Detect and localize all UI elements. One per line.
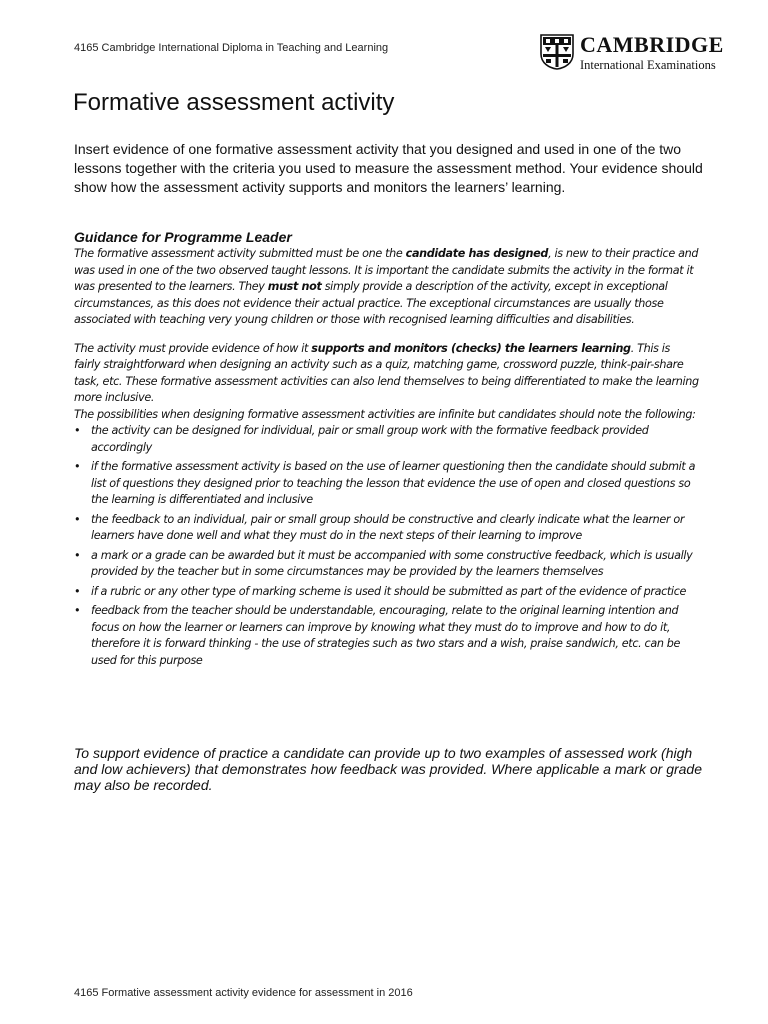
bullet-icon: • [74, 512, 81, 526]
guidance-heading: Guidance for Programme Leader [74, 229, 292, 245]
list-item: • if the formative assessment activity is based on the use of learner questioning then the candidate should submit a list of questions they designed prior to teaching the lesson that evidence the use of open and closed questions so the learning is differentiated and inclusive [74, 460, 696, 506]
bullet-icon: • [74, 584, 81, 598]
list-item: • a mark or a grade can be awarded but it must be accompanied with some constructive feedback, which is usually provided by the teacher but in some circumstances may be provided by the learners themselves [74, 548, 693, 578]
guidance-paragraph-3: The possibilities when designing formative assessment activities are infinite but candidates should note the following: [74, 407, 696, 421]
logo-name: CAMBRIDGE [580, 32, 724, 57]
guidance-body [74, 246, 699, 672]
list-item: • the activity can be designed for individual, pair or small group work with the formative feedback provided accordingly [74, 424, 649, 454]
bullet-icon: • [74, 424, 81, 437]
intro-paragraph: Insert evidence of one formative assessment activity that you designed and used in one of the two lessons together with the criteria you used to measure the assessment method. Your evidence should show how the assessment activity supports and monitors the learners’ learning. [74, 141, 703, 195]
cambridge-logo [540, 34, 724, 72]
crest-icon [540, 34, 574, 70]
bullet-icon: • [74, 460, 81, 473]
guidance-bullet-list [74, 423, 699, 669]
list-item: • if a rubric or any other type of marking scheme is used it should be submitted as part of the evidence of practice [74, 584, 699, 601]
bullet-icon: • [74, 604, 81, 617]
list-item: • the feedback to an individual, pair or small group should be constructive and clearly indicate what the learner or learners have done well and what they must do in the next steps of their learning to improve [74, 512, 685, 542]
footer-text: 4165 Formative assessment activity evidence for assessment in 2016 [74, 987, 413, 999]
guidance-paragraph-1: The formative assessment activity submitted must be one the candidate has designed, is new to their practice and was used in one of the two observed taught lessons. It is important the candidate submits the activity in the format it was presented to the learners. They must not simply provide a description of the activity, except in exceptional circumstances, as this does not evidence their actual practice. The exceptional circumstances are usually those associated with teaching very young children or those with recognised learning difficulties and disabilities. [74, 247, 699, 326]
page-title: Formative assessment activity [73, 89, 395, 116]
bullet-icon: • [74, 548, 81, 562]
closing-paragraph: To support evidence of practice a candidate can provide up to two examples of assessed work (high and low achievers) that demonstrates how feedback was provided. Where applicable a mark or grade may also be recorded. [74, 745, 702, 793]
guidance-paragraph-2: The activity must provide evidence of how it supports and monitors (checks) the learners learning. This is fairly straightforward when designing an activity such as a quiz, matching game, crossword puzzle, think-pair-share task, etc. These formative assessment activities can also lend themselves to being differentiated to make the learning more inclusive. [74, 341, 699, 404]
course-line: 4165 Cambridge International Diploma in Teaching and Learning [74, 42, 389, 54]
list-item: • feedback from the teacher should be understandable, encouraging, relate to the original learning intention and focus on how the learner or learners can improve by knowing what they must do to improve and how to do it, therefore it is forward thinking - the use of strategies such as two stars and a wish, praise sandwich, etc. can be used for this purpose [74, 604, 681, 667]
logo-subtitle: International Examinations [580, 58, 716, 72]
